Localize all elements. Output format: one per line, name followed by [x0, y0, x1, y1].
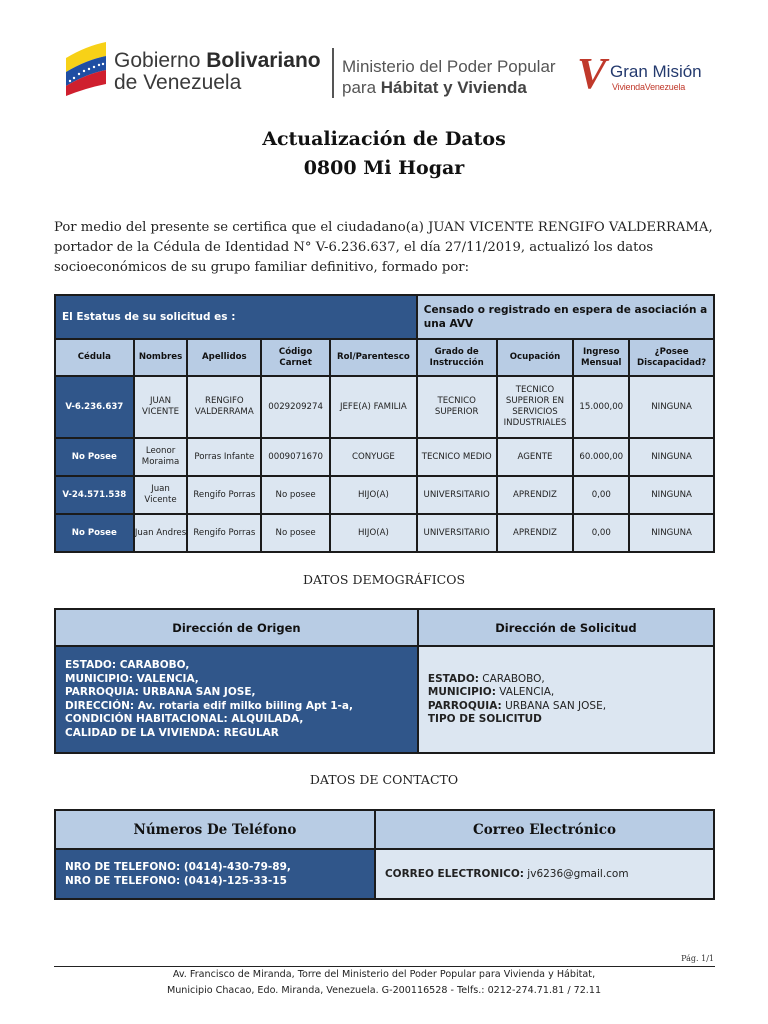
- table-cell: JUAN VICENTE: [134, 376, 188, 438]
- table-cell: APRENDIZ: [497, 514, 574, 552]
- family-group-table: [54, 294, 715, 553]
- column-header: Nombres: [134, 339, 188, 376]
- table-cell: Rengifo Porras: [187, 514, 261, 552]
- request-line: [428, 700, 704, 714]
- origin-line: ESTADO: CARABOBO,: [65, 659, 190, 671]
- table-cell: NINGUNA: [629, 438, 714, 476]
- table-cell: 0,00: [573, 514, 629, 552]
- table-cell: 60.000,00: [573, 438, 629, 476]
- column-header: Ingreso Mensual: [573, 339, 629, 376]
- header-divider: [332, 48, 334, 98]
- status-label: El Estatus de su solicitud es :: [55, 295, 417, 339]
- document-subtitle: 0800 Mi Hogar: [303, 157, 465, 179]
- phones-cell: [55, 849, 375, 899]
- email-cell: [375, 849, 714, 899]
- field-label: ESTADO:: [427, 672, 479, 685]
- page-number: Pág. 1/1: [681, 954, 714, 963]
- cedula-cell: No Posee: [55, 514, 134, 552]
- table-cell: UNIVERSITARIO: [417, 514, 497, 552]
- table-cell: Leonor Moraima: [134, 438, 188, 476]
- origin-line: MUNICIPIO: VALENCIA,: [65, 672, 199, 685]
- field-value: URBANA SAN JOSE,: [501, 699, 607, 712]
- table-row: [55, 476, 714, 514]
- phones-header: Números De Teléfono: [55, 810, 375, 849]
- request-address-cell: [418, 646, 714, 753]
- government-name: Gobierno Bolivariano de Venezuela: [114, 49, 321, 94]
- table-cell: Rengifo Porras: [187, 476, 261, 514]
- email-value: jv6236@gmail.com: [523, 868, 629, 880]
- gran-mision-v-icon: V: [577, 49, 607, 98]
- table-cell: APRENDIZ: [497, 476, 574, 514]
- origin-line: PARROQUIA: URBANA SAN JOSE,: [65, 686, 256, 698]
- table-row: [55, 438, 714, 476]
- request-address-header: Dirección de Solicitud: [418, 609, 714, 646]
- status-value: Censado o registrado en espera de asociación a una AVV: [417, 295, 714, 339]
- document-title: Actualización de Datos: [262, 128, 506, 150]
- request-line: [428, 673, 704, 687]
- contact-table: [54, 809, 715, 900]
- column-header: Ocupación: [497, 339, 574, 376]
- cedula-cell: No Posee: [55, 438, 134, 476]
- field-label: PARROQUIA:: [427, 699, 502, 712]
- column-header: ¿Posee Discapacidad?: [629, 339, 714, 376]
- table-cell: TECNICO SUPERIOR EN SERVICIOS INDUSTRIALES: [497, 376, 574, 438]
- cedula-cell: V-24.571.538: [55, 476, 134, 514]
- column-header: Grado de Instrucción: [417, 339, 497, 376]
- field-label: MUNICIPIO:: [427, 686, 496, 698]
- ministry-name: Ministerio del Poder Popular para Hábitat y Vivienda: [342, 57, 556, 97]
- table-cell: No posee: [261, 476, 330, 514]
- table-cell: 0029209274: [261, 376, 330, 438]
- letterhead: [62, 38, 712, 106]
- email-label: CORREO ELECTRONICO:: [384, 868, 524, 880]
- origin-line: CALIDAD DE LA VIVIENDA: REGULAR: [65, 726, 279, 739]
- field-value: CARABOBO,: [478, 672, 545, 685]
- field-label: TIPO DE SOLICITUD: [427, 713, 542, 725]
- table-header-row: [55, 339, 714, 376]
- origin-address-header: Dirección de Origen: [55, 609, 418, 646]
- origin-address-cell: [55, 646, 418, 753]
- table-cell: NINGUNA: [629, 476, 714, 514]
- demographics-section-title: DATOS DEMOGRÁFICOS: [302, 572, 466, 587]
- footer-address-line2: Municipio Chacao, Edo. Miranda, Venezuela. G-200116528 - Telfs.: 0212-274.71.81 / 72.11: [166, 985, 602, 996]
- email-header: Correo Electrónico: [375, 810, 714, 849]
- table-cell: NINGUNA: [629, 514, 714, 552]
- column-header: Apellidos: [187, 339, 261, 376]
- request-line: [428, 686, 704, 700]
- table-cell: 0,00: [573, 476, 629, 514]
- request-line: [428, 713, 704, 727]
- column-header: Cédula: [55, 339, 134, 376]
- table-cell: 15.000,00: [573, 376, 629, 438]
- column-header: Código Carnet: [261, 339, 330, 376]
- table-cell: Porras Infante: [187, 438, 261, 476]
- table-row: [55, 514, 714, 552]
- field-value: VALENCIA,: [495, 686, 555, 698]
- table-cell: UNIVERSITARIO: [417, 476, 497, 514]
- table-cell: Juan Vicente: [134, 476, 188, 514]
- table-cell: Juan Andres: [134, 514, 188, 552]
- table-cell: AGENTE: [497, 438, 574, 476]
- table-cell: TECNICO SUPERIOR: [417, 376, 497, 438]
- gran-mision-subtitle: ViviendaVenezuela: [612, 82, 685, 92]
- demographics-table: [54, 608, 715, 754]
- gran-mision-logo: [577, 49, 707, 102]
- cedula-cell: V-6.236.637: [55, 376, 134, 438]
- table-cell: 0009071670: [261, 438, 330, 476]
- certification-paragraph: Por medio del presente se certifica que el ciudadano(a) JUAN VICENTE RENGIFO VALDERRAMA, portador de la Cédula de Identidad N° V-6.236.637, el día 27/11/2019, actualizó los datos socioeconómicos de su grupo familiar definitivo, formado por:: [54, 220, 713, 275]
- table-cell: CONYUGE: [330, 438, 417, 476]
- table-row: [55, 376, 714, 438]
- gran-mision-title: Gran Misión: [610, 62, 702, 81]
- footer-address-line1: Av. Francisco de Miranda, Torre del Ministerio del Poder Popular para Vivienda y Hábitat,: [172, 969, 596, 980]
- origin-line: CONDICIÓN HABITACIONAL: ALQUILADA,: [65, 713, 304, 725]
- table-cell: NINGUNA: [629, 376, 714, 438]
- contact-section-title: DATOS DE CONTACTO: [309, 772, 459, 787]
- table-cell: RENGIFO VALDERRAMA: [187, 376, 261, 438]
- phone-line: NRO DE TELEFONO: (0414)-430-79-89,: [65, 861, 291, 873]
- origin-line: DIRECCIÓN: Av. rotaria edif milko biiling Apt 1-a,: [65, 699, 353, 712]
- column-header: Rol/Parentesco: [330, 339, 417, 376]
- table-cell: JEFE(A) FAMILIA: [330, 376, 417, 438]
- table-cell: HIJO(A): [330, 514, 417, 552]
- table-cell: TECNICO MEDIO: [417, 438, 497, 476]
- table-cell: HIJO(A): [330, 476, 417, 514]
- venezuela-flag-icon: [62, 38, 110, 96]
- table-cell: No posee: [261, 514, 330, 552]
- phone-line: NRO DE TELEFONO: (0414)-125-33-15: [65, 875, 287, 887]
